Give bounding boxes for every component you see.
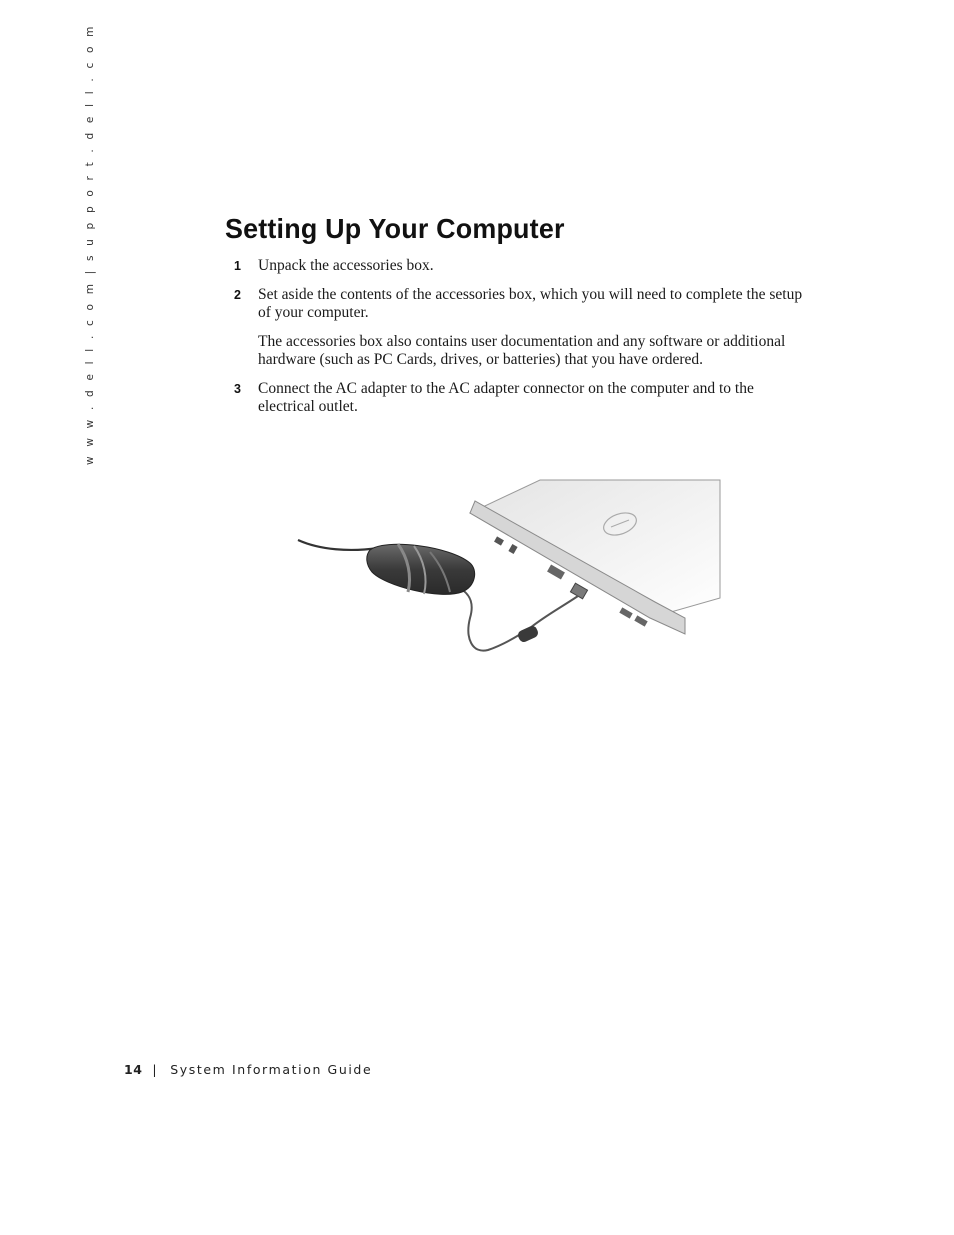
margin-url: w w w . d e l l . c o m | s u p p o r t . d e l l . c o m: [84, 23, 96, 465]
footer-separator: |: [152, 1062, 159, 1077]
step-text: Connect the AC adapter to the AC adapter connector on the computer and to the electrical outlet.: [258, 379, 754, 415]
step-number: 1: [234, 259, 241, 273]
laptop-lid: [470, 480, 720, 618]
port-icon: [619, 607, 632, 618]
step-note: The accessories box also contains user documentation and any software or additional hardware (such as PC Cards, drives, or batteries) that you have ordered.: [258, 332, 786, 368]
ac-adapter-icon: [367, 544, 475, 594]
port-icon: [494, 536, 504, 545]
port-icon: [508, 544, 517, 554]
step-1: [234, 257, 814, 276]
power-plug-icon: [570, 583, 587, 599]
page-number: 14: [124, 1062, 143, 1077]
port-icon: [634, 615, 647, 626]
step-number: 2: [234, 287, 241, 302]
step-3: [234, 380, 814, 417]
guide-title: System Information Guide: [170, 1062, 373, 1077]
page-footer: [124, 1062, 372, 1077]
setup-steps: [234, 257, 814, 427]
ac-adapter-illustration: [290, 468, 730, 668]
ferrite-bead-icon: [516, 624, 539, 643]
step-text: Unpack the accessories box.: [258, 257, 434, 274]
section-title: Setting Up Your Computer: [225, 213, 565, 244]
adapter-cable: [455, 586, 578, 651]
step-number: 3: [234, 381, 241, 396]
wall-cable: [298, 540, 378, 550]
step-2: [234, 286, 814, 370]
step-text: Set aside the contents of the accessories box, which you will need to complete the setup of your computer.: [258, 285, 803, 321]
